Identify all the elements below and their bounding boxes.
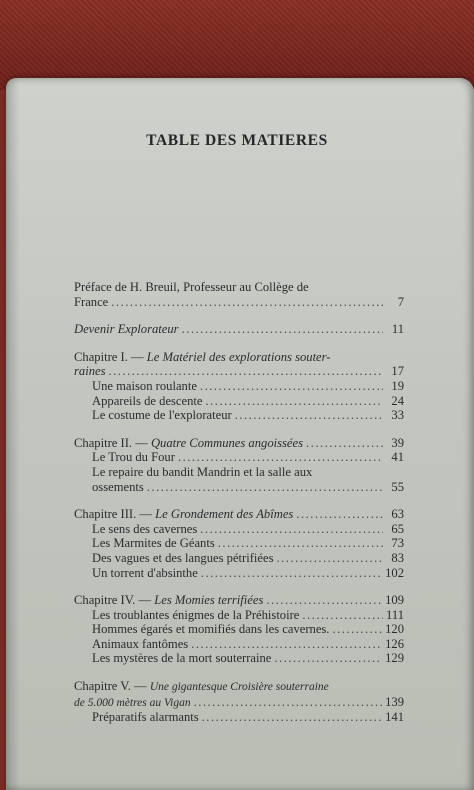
toc-item bbox=[74, 480, 404, 495]
chapter-2-title: Quatre Communes angoissées bbox=[150, 435, 304, 450]
toc-item-label: Le Trou du Four bbox=[92, 450, 175, 465]
toc-item bbox=[74, 637, 404, 652]
page-number: 129 bbox=[385, 651, 404, 666]
page-number: 19 bbox=[391, 378, 404, 393]
chapter-1-prefix: Chapitre I. — bbox=[74, 349, 144, 364]
toc-item bbox=[74, 566, 404, 581]
toc-item bbox=[74, 408, 404, 423]
chapter-1-heading bbox=[74, 350, 404, 365]
toc-item bbox=[74, 608, 404, 623]
leader-dots bbox=[306, 436, 383, 451]
leader-dots bbox=[182, 322, 383, 337]
chapter-1-title-part1: Le Matériel des explorations souter- bbox=[146, 349, 331, 364]
leader-dots bbox=[332, 622, 382, 637]
toc-preface-line2: France bbox=[74, 294, 109, 309]
toc-item bbox=[74, 651, 404, 666]
toc-item bbox=[74, 522, 404, 537]
leader-dots bbox=[277, 551, 384, 566]
leader-dots bbox=[218, 536, 383, 551]
chapter-1-title-part2: raines bbox=[74, 364, 106, 379]
toc-item-label: Appareils de descente bbox=[92, 393, 203, 408]
leader-dots bbox=[191, 637, 382, 652]
toc-item bbox=[74, 394, 404, 409]
leader-dots bbox=[296, 507, 383, 522]
toc-item bbox=[74, 536, 404, 551]
page-number: 139 bbox=[385, 694, 404, 709]
chapter-2-heading bbox=[74, 436, 404, 451]
leader-dots bbox=[274, 651, 382, 666]
chapter-5-title-part2: de 5.000 mètres au Vigan bbox=[74, 696, 191, 709]
toc-item-label: Hommes égarés et momifiés dans les cavernes. bbox=[92, 622, 330, 637]
page-number: 39 bbox=[391, 435, 404, 450]
leader-dots bbox=[302, 608, 383, 623]
page-number: 141 bbox=[385, 710, 404, 725]
toc-item-label: Un torrent d'absinthe bbox=[92, 565, 198, 580]
chapter-3-title: Le Grondement des Abîmes bbox=[155, 507, 294, 522]
toc-item bbox=[74, 379, 404, 394]
chapter-5-heading bbox=[74, 679, 404, 695]
page-number: 126 bbox=[385, 636, 404, 651]
page-title: TABLE DES MATIERES bbox=[146, 132, 328, 149]
page-number: 17 bbox=[391, 364, 404, 379]
toc-item-multiline-1: Le repaire du bandit Mandrin et la salle aux bbox=[92, 464, 313, 479]
page-number: 7 bbox=[397, 294, 404, 309]
page-number: 83 bbox=[391, 550, 404, 565]
leader-dots bbox=[266, 593, 382, 608]
chapter-3-prefix: Chapitre III. — bbox=[74, 507, 152, 522]
page-number: 73 bbox=[391, 536, 404, 551]
chapter-5-title-part1: Une gigantesque Croisière souterraine bbox=[149, 681, 329, 694]
page-number: 120 bbox=[385, 622, 404, 637]
chapter-4-prefix: Chapitre IV. — bbox=[74, 593, 152, 608]
leader-dots bbox=[201, 566, 382, 581]
chapter-5-prefix: Chapitre V. — bbox=[74, 679, 147, 694]
toc-item-label: Des vagues et des langues pétrifiées bbox=[92, 550, 274, 565]
leader-dots bbox=[206, 394, 384, 409]
page-number: 55 bbox=[391, 479, 404, 494]
page-number: 63 bbox=[391, 507, 404, 522]
toc-item-label: Préparatifs alarmants bbox=[92, 710, 199, 725]
page-number: 41 bbox=[391, 450, 404, 465]
leader-dots bbox=[235, 408, 383, 423]
toc-item-label: Les Marmites de Géants bbox=[92, 536, 215, 551]
page-number: 65 bbox=[391, 521, 404, 536]
table-of-contents bbox=[74, 280, 404, 725]
toc-preface-line1: Préface de H. Breuil, Professeur au Collège de bbox=[74, 280, 309, 294]
chapter-1-title-cont bbox=[74, 364, 404, 379]
leader-dots bbox=[108, 364, 383, 379]
leader-dots bbox=[178, 450, 383, 465]
toc-entry-preface bbox=[74, 295, 404, 310]
page-number: 11 bbox=[391, 322, 404, 337]
page-number: 24 bbox=[391, 393, 404, 408]
toc-item-label: Les mystères de la mort souterraine bbox=[92, 651, 272, 666]
toc-entry-devenir bbox=[74, 322, 404, 337]
chapter-3-heading bbox=[74, 507, 404, 522]
leader-dots bbox=[200, 522, 383, 537]
toc-item-label: Le sens des cavernes bbox=[92, 521, 198, 536]
toc-item-label: Les troublantes énigmes de la Préhistoire bbox=[92, 607, 300, 622]
toc-item-label: Une maison roulante bbox=[92, 378, 197, 393]
toc-item bbox=[74, 551, 404, 566]
toc-item bbox=[74, 450, 404, 465]
toc-item-multiline-2: ossements bbox=[92, 479, 144, 494]
leader-dots bbox=[111, 295, 383, 310]
leader-dots bbox=[200, 379, 383, 394]
page-number: 109 bbox=[385, 593, 404, 608]
page-number: 102 bbox=[385, 565, 404, 580]
chapter-5-title-cont bbox=[74, 695, 404, 711]
carpet-background bbox=[0, 0, 474, 90]
page-number: 33 bbox=[391, 408, 404, 423]
leader-dots bbox=[202, 710, 382, 725]
page-number: 111 bbox=[386, 607, 404, 622]
chapter-4-title: Les Momies terrifiées bbox=[154, 593, 264, 608]
leader-dots bbox=[147, 480, 383, 495]
leader-dots bbox=[194, 695, 383, 710]
toc-item bbox=[74, 710, 404, 725]
toc-item-label: Animaux fantômes bbox=[92, 636, 189, 651]
toc-devenir-label: Devenir Explorateur bbox=[74, 322, 179, 337]
chapter-4-heading bbox=[74, 593, 404, 608]
chapter-2-prefix: Chapitre II. — bbox=[74, 435, 148, 450]
toc-item bbox=[74, 622, 404, 637]
toc-item-label: Le costume de l'explorateur bbox=[92, 408, 232, 423]
